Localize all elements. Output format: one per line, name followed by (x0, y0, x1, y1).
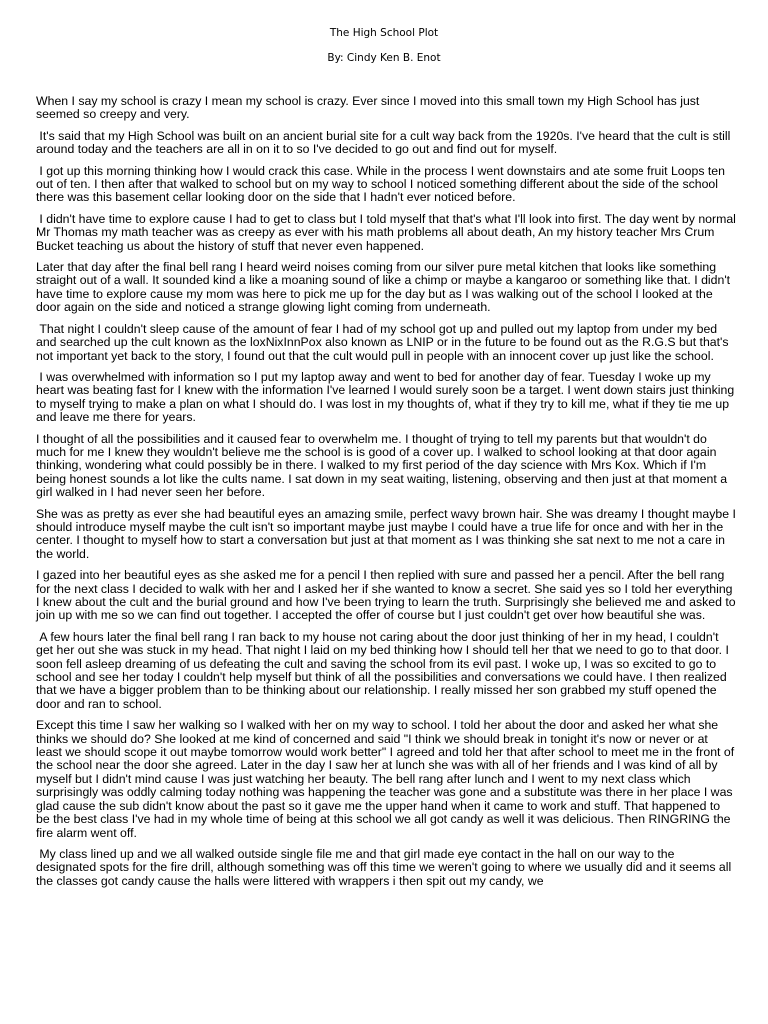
paragraph-8: I thought of all the possibilities and it caused fear to overwhelm me. I thought of trying to tell my parents but that wouldn't do much for me I knew they wouldn't believe me the school is is good of a cover up. I walked to school looking at that door again thinking, wondering what could possibly be in there. I walked to my first period of the day science with Mrs Kox. Which if I'm being honest sounds a lot like the cults name. I sat down in my seat waiting, listening, observing and then just at that moment a girl walked in I had never seen her before. (36, 431, 731, 500)
paragraph-12: Except this time I saw her walking so I walked with her on my way to school. I told her about the door and asked her what she thinks we should do? She looked at me kind of concerned and said "I think we should break in tonight it's now or never or at least we should scope it out maybe tomorrow would work better" I agreed and told her that after school to meet me in the front of the school near the door she agreed. Later in the day I saw her at lunch she was with all of her friends and I was kind of all by myself but I didn't mind cause I was just watching her beauty. The bell rang after lunch and I went to my next class which surprisingly was oddly calming today nothing was happening the teacher was gone and a substitute was there in her place I was glad cause the sub didn't know about the past so it gave me the upper hand when it came to work and stuff. That happened to be the best class I've had in my whole time of being at this school we all got candy as well it was delicious. Then RINGRING the fire alarm went off. (36, 718, 738, 840)
paragraph-6: That night I couldn't sleep cause of the amount of fear I had of my school got up and pulled out my laptop from under my bed and searched up the cult known as the loxNixInnPox also known as LNIP or in the future to be found out as the R.G.S but that's not important yet back to the story, I found out that the cult would pull in people with an innocent cover up just like the school. (36, 321, 732, 363)
paragraph-10: I gazed into her beautiful eyes as she asked me for a pencil I then replied with sure and passed her a pencil. After the bell rang for the next class I decided to walk with her and I asked her if she wanted to know a secret. She said yes so I told her everything I knew about the cult and the burial ground and how I've been trying to learn the truth. Surprisingly she believed me and asked to join up with me so we can find out together. I accepted the offer of course but I just couldn't get over how beautiful she was. (36, 568, 740, 623)
paragraph-9: She was as pretty as ever she had beautiful eyes an amazing smile, perfect wavy brown hair. She was dreamy I thought maybe I should introduce myself maybe the cult isn't so important maybe just maybe I could have a true life for once and with her in the center. I thought to myself how to start a conversation but just at that moment as I was thinking she sat next to me not a care in the world. (36, 506, 740, 561)
paragraph-5: Later that day after the final bell rang I heard weird noises coming from our silver pure metal kitchen that looks like something straight out of a wall. It sounded kind a like a moaning sound of like a chimp or maybe a kangaroo or something like that. I didn't have time to explore cause my mom was here to pick me up for the day but as I was walking out of the school I looked at the door again on the side and noticed a strange glowing light coming from underneath. (36, 260, 734, 315)
paragraph-13: My class lined up and we all walked outside single file me and that girl made eye contact in the hall on our way to the designated spots for the fire drill, although something was off this time we weren't going to where we usually did and it seems all the classes got candy cause the halls were littered with wrappers i then spit out my candy, we (36, 846, 735, 888)
paragraph-2: It's said that my High School was built on an ancient burial site for a cult way back from the 1920s. I've heard that the cult is still around today and the teachers are all in on it to so I've decided to go out and find out for myself. (36, 128, 734, 157)
author-byline: By: Cindy Ken B. Enot (327, 52, 441, 64)
paragraph-3: I got up this morning thinking how I would crack this case. While in the process I went downstairs and ate some fruit Loops ten out of ten. I then after that walked to school but on my way to school I noticed something different about the side of the school there was this basement cellar looking door on the side that I hadn't ever noticed before. (36, 163, 729, 205)
paragraph-1: When I say my school is crazy I mean my school is crazy. Ever since I moved into this small town my High School has just seemed so creepy and very. (36, 94, 703, 122)
document-title: The High School Plot (329, 27, 439, 39)
paragraph-11: A few hours later the final bell rang I ran back to my house not caring about the door just thinking of her in my head, I couldn't get her out she was stuck in my head. That night I laid on my bed thinking how I should tell her that we need to go to that door. I soon fell asleep dreaming of us defeating the cult and saving the school from its evil past. I woke up, I was so excited to go to school and see her today I couldn't help myself but think of all the possibilities and conversations we could have. I then realized that we have a bigger problem than to be thinking about our relationship. I really missed her son grabbed my stuff opened the door and ran to school. (36, 629, 733, 711)
paragraph-7: I was overwhelmed with information so I put my laptop away and went to bed for another day of fear. Tuesday I woke up my heart was beating fast for I knew with the information I've learned I would surely soon be a target. I went down stairs just thinking to myself trying to make a plan on what I should do. I was lost in my thoughts of, what if they try to kill me, what if they tie me up and leave me there for years. (36, 369, 738, 425)
paragraph-4: I didn't have time to explore cause I had to get to class but I told myself that that's what I'll look into first. The day went by normal Mr Thomas my math teacher was as creepy as ever with his math problems all about death, An my history teacher Mrs Crum Bucket teaching us about the history of stuff that never even happened. (36, 211, 740, 253)
story-body (36, 94, 740, 896)
